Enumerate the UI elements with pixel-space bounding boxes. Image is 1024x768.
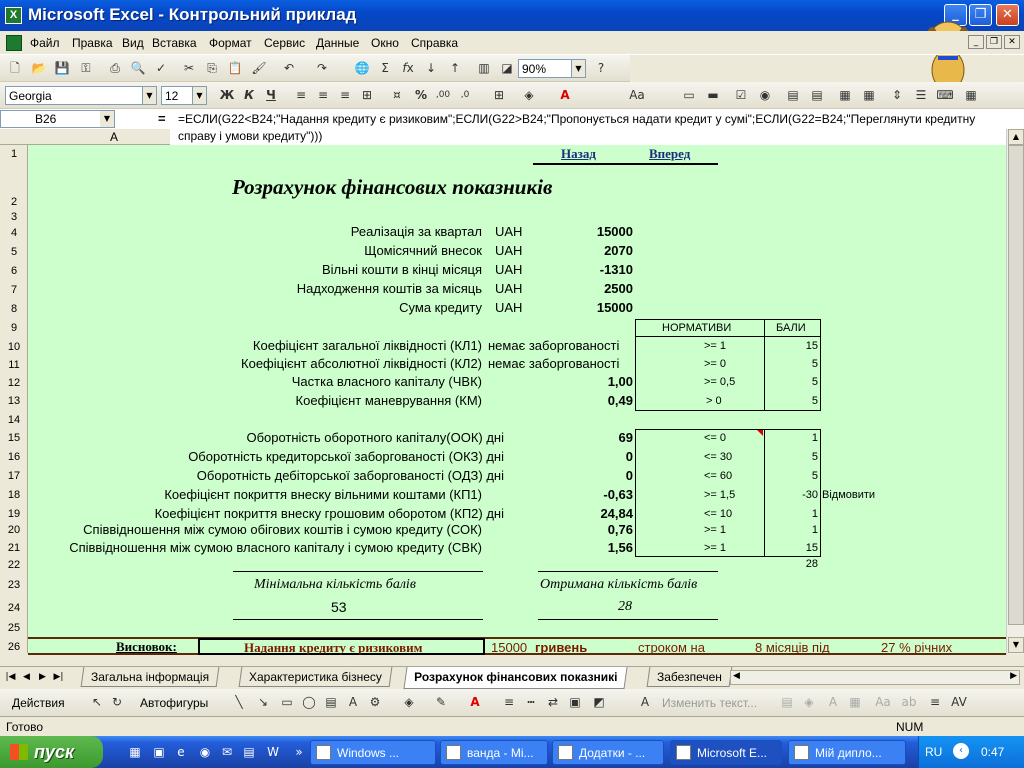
- align-right-icon[interactable]: ≡: [339, 88, 351, 102]
- ratio-value[interactable]: 0,49: [607, 393, 633, 408]
- interest-rate: 27 % річних: [881, 640, 953, 655]
- ratio-norm: >= 0,5: [704, 376, 736, 388]
- decrease-decimal-icon[interactable]: ,0: [460, 90, 470, 100]
- menu-help[interactable]: Справка: [411, 36, 459, 50]
- font-size-value: 12: [165, 89, 179, 103]
- turnover-norm: <= 60: [704, 470, 733, 482]
- oval-icon[interactable]: ◯: [302, 695, 316, 709]
- task-label: Windows ...: [337, 746, 400, 760]
- row-header[interactable]: 17: [7, 470, 21, 482]
- quicklaunch-word-icon[interactable]: W: [267, 745, 279, 759]
- paste-icon[interactable]: 📋: [227, 61, 243, 75]
- menu-insert[interactable]: Вставка: [152, 36, 197, 50]
- last-sheet-icon[interactable]: ▶|: [53, 672, 64, 682]
- window-icon: [316, 745, 331, 760]
- turnover-label: Коефіцієнт покриття внеску грошовим оборотом (КП2) дні: [154, 506, 504, 521]
- worksheet-grid[interactable]: [28, 145, 1006, 653]
- turnover-value[interactable]: 0: [625, 468, 633, 483]
- turnover-points: 1: [811, 432, 818, 444]
- ratio-label: Коефіцієнт загальної ліквідності (КЛ1): [252, 338, 482, 353]
- input-unit: UAH: [495, 300, 523, 315]
- table-divider: [764, 319, 765, 411]
- status-text: Готово: [6, 720, 44, 734]
- table-header-line: [635, 336, 821, 337]
- task-label: ванда - Mi...: [467, 746, 534, 760]
- row-header[interactable]: 25: [7, 622, 21, 634]
- word-doc-icon: [558, 745, 573, 760]
- workbook-icon[interactable]: [6, 35, 22, 51]
- turnover-label: Оборотність кредиторської заборгованості (ОКЗ) дні: [188, 449, 504, 464]
- chart-wizard-icon[interactable]: ▥: [478, 61, 490, 75]
- code-icon[interactable]: ⌨: [936, 88, 954, 102]
- vertical-scrollbar[interactable]: [1006, 129, 1024, 654]
- divider-line: [538, 571, 718, 572]
- doc-close-button[interactable]: ✕: [1004, 35, 1020, 49]
- italic-button[interactable]: К: [244, 88, 254, 102]
- turnover-value[interactable]: 0: [625, 449, 633, 464]
- turnover-label: Співвідношення між сумою власного капіталу і сумою кредиту (СВК): [69, 540, 482, 555]
- divider-line: [538, 619, 718, 620]
- show-more-icon[interactable]: »: [295, 745, 303, 759]
- row-header[interactable]: 8: [10, 303, 18, 315]
- task-dodatky[interactable]: [552, 740, 664, 765]
- windows-logo-icon: [10, 744, 28, 760]
- menu-format[interactable]: Формат: [209, 36, 252, 50]
- input-value[interactable]: 15000: [596, 224, 633, 239]
- arrow-style-icon[interactable]: ⇄: [547, 695, 559, 709]
- prev-sheet-icon[interactable]: ◀: [23, 672, 30, 682]
- clock: 0:47: [981, 745, 1005, 759]
- turnover-points: 5: [811, 451, 818, 463]
- forward-link[interactable]: Вперед: [649, 146, 691, 161]
- align-left-icon[interactable]: ≡: [295, 88, 307, 102]
- page-heading: Розрахунок фінансових показників: [232, 175, 553, 199]
- menu-bar: [0, 31, 1024, 55]
- next-sheet-icon[interactable]: ▶: [39, 672, 46, 682]
- ratio-norm: >= 1: [704, 340, 727, 352]
- text-style-button[interactable]: Аа: [629, 88, 645, 102]
- save-icon[interactable]: 💾: [54, 61, 70, 75]
- decision-note: Відмовити: [822, 489, 876, 501]
- button-control-icon[interactable]: ▬: [707, 88, 719, 102]
- spacing-icon[interactable]: A: [828, 695, 838, 709]
- quicklaunch-desktop-icon[interactable]: ▣: [153, 745, 165, 759]
- menu-edit[interactable]: Правка: [72, 36, 113, 50]
- turnover-norm: >= 1: [704, 524, 727, 536]
- row-header[interactable]: 10: [7, 341, 21, 353]
- dash-style-icon[interactable]: ┅: [527, 695, 535, 709]
- char-spacing-icon[interactable]: AV: [951, 695, 967, 709]
- total-points: 28: [805, 558, 818, 570]
- row-header[interactable]: 24: [7, 602, 21, 614]
- input-unit: UAH: [495, 262, 523, 277]
- turnover-label: Оборотність дебіторської заборгованості (ОДЗ) дні: [196, 468, 504, 483]
- ratio-points: 15: [805, 340, 818, 352]
- divider-line: [233, 571, 483, 572]
- row-header[interactable]: 6: [10, 265, 18, 277]
- bold-button[interactable]: Ж: [219, 88, 235, 102]
- same-height-icon[interactable]: Aa: [875, 695, 891, 709]
- zoom-select[interactable]: [518, 59, 586, 78]
- excel-app-icon[interactable]: X: [5, 7, 22, 24]
- norms-header: НОРМАТИВИ: [662, 322, 732, 334]
- column-header-row: [0, 129, 170, 145]
- turnover-points: 15: [805, 542, 818, 554]
- input-unit: UAH: [495, 281, 523, 296]
- text-box-icon[interactable]: ▭: [683, 88, 695, 102]
- input-value[interactable]: -1310: [599, 262, 633, 277]
- ratio-label: Коефіцієнт маневрування (КМ): [295, 393, 482, 408]
- row-header[interactable]: 2: [10, 196, 18, 208]
- sort-asc-icon[interactable]: ↓: [425, 61, 437, 75]
- row-header[interactable]: 26: [7, 641, 21, 653]
- increase-decimal-icon[interactable]: ,00: [435, 90, 451, 100]
- diagram-icon[interactable]: ⚙: [369, 695, 381, 709]
- ratio-label: Частка власного капіталу (ЧВК): [291, 374, 482, 389]
- edit-text-button[interactable]: Изменить текст...: [662, 696, 758, 710]
- divider-line: [233, 619, 483, 620]
- row-header[interactable]: 16: [7, 451, 21, 463]
- font-color-icon[interactable]: A: [560, 88, 570, 102]
- turnover-points: -30: [802, 489, 818, 501]
- zoom-value: 90%: [522, 62, 547, 76]
- row-header[interactable]: 5: [10, 246, 18, 258]
- line-color-icon[interactable]: ✎: [435, 695, 447, 709]
- column-header-a[interactable]: A: [110, 130, 119, 144]
- word-doc-icon: [794, 745, 809, 760]
- print-icon[interactable]: ⎙: [110, 61, 120, 75]
- textbox-icon[interactable]: ▤: [325, 695, 337, 709]
- turnover-value[interactable]: 24,84: [600, 506, 633, 521]
- scroll-thumb[interactable]: [1008, 145, 1024, 625]
- system-tray: [918, 736, 1024, 768]
- conclusion-result: Надання кредиту є ризиковим: [244, 640, 423, 655]
- row-headers: [0, 145, 28, 653]
- line-icon[interactable]: ╲: [235, 695, 243, 709]
- doc-restore-button[interactable]: ❐: [986, 35, 1002, 49]
- input-label: Надходження коштів за місяць: [296, 281, 482, 296]
- window-title: Microsoft Excel - Контрольний приклад: [28, 5, 357, 24]
- cut-icon[interactable]: ✂: [183, 61, 195, 75]
- turnover-label: Співвідношення між сумою обігових коштів і сумою кредиту (СОК): [83, 522, 482, 537]
- chevron-down-icon[interactable]: ▼: [571, 60, 585, 77]
- row-header[interactable]: 13: [7, 395, 21, 407]
- spinner-control-icon[interactable]: ⇕: [891, 88, 903, 102]
- line-style-icon[interactable]: ≡: [503, 695, 515, 709]
- input-unit: UAH: [495, 243, 523, 258]
- got-points-label: Отримана кількість балів: [540, 577, 698, 592]
- font-select[interactable]: [5, 86, 157, 105]
- scroll-down-icon[interactable]: ▼: [1008, 637, 1024, 653]
- tab-collateral[interactable]: [647, 667, 733, 687]
- cell-reference: B26: [35, 112, 57, 126]
- ratio-norm: > 0: [706, 395, 722, 407]
- turnover-points: 1: [811, 508, 818, 520]
- turnover-norm: <= 0: [704, 432, 727, 444]
- print-preview-icon[interactable]: 🔍: [130, 61, 146, 75]
- shadow-icon[interactable]: ▣: [569, 695, 581, 709]
- shape-icon[interactable]: ◈: [804, 695, 814, 709]
- rotate-icon[interactable]: ↻: [111, 695, 123, 709]
- got-points-value: 28: [618, 599, 632, 614]
- row-header[interactable]: 21: [7, 542, 21, 554]
- chevron-down-icon[interactable]: ▼: [142, 87, 156, 104]
- underline-button[interactable]: Ч: [266, 88, 276, 102]
- input-value[interactable]: 2500: [604, 281, 633, 296]
- task-excel[interactable]: [670, 740, 782, 765]
- language-indicator[interactable]: RU: [925, 745, 943, 759]
- credit-currency: гривень: [535, 640, 588, 655]
- font-size-select[interactable]: [161, 86, 207, 105]
- min-points-value: 53: [331, 599, 347, 615]
- font-value: Georgia: [9, 89, 52, 103]
- align-icon[interactable]: ≡: [929, 695, 941, 709]
- autosum-icon[interactable]: Σ: [381, 61, 389, 75]
- close-button[interactable]: ✕: [996, 4, 1019, 26]
- horizontal-scrollbar[interactable]: [730, 670, 1020, 685]
- chevron-down-icon[interactable]: ▼: [100, 111, 114, 127]
- row-header[interactable]: 4: [10, 227, 18, 239]
- scroll-right-icon[interactable]: ▶: [1010, 671, 1017, 681]
- formula-input[interactable]: =ЕСЛИ(G22<B24;"Надання кредиту є ризиковим";ЕСЛИ(G22>B24;"Пропонується надати кредит у сумі";ЕСЛИ(G22=B24;"Переглянути кредитну справу і умови кредиту"))): [178, 112, 976, 143]
- task-label: Додатки - ...: [579, 746, 646, 760]
- function-icon[interactable]: fx: [402, 61, 414, 75]
- minimize-button[interactable]: _: [944, 4, 967, 26]
- ratio-points: 5: [811, 358, 818, 370]
- word-doc-icon: [446, 745, 461, 760]
- row-header[interactable]: 3: [10, 211, 18, 223]
- undo-icon[interactable]: ↶: [283, 61, 295, 75]
- fill-color-icon[interactable]: ◈: [524, 88, 534, 102]
- actions-menu[interactable]: Действия: [12, 696, 65, 710]
- tab-label: Забезпечен: [657, 670, 722, 684]
- format-icon[interactable]: ▤: [781, 695, 793, 709]
- 3d-icon[interactable]: ◩: [593, 695, 605, 709]
- conclusion-row: [28, 637, 1006, 655]
- task-vanda[interactable]: [440, 740, 548, 765]
- hyperlink-icon[interactable]: 🌐: [354, 61, 370, 75]
- status-bar: [0, 716, 1024, 736]
- combo-box-icon[interactable]: ▤: [811, 88, 823, 102]
- points-header: БАЛИ: [776, 322, 806, 334]
- equals-sign: =: [158, 111, 166, 126]
- tab-label: Розрахунок фінансових показникі: [414, 670, 618, 684]
- quicklaunch-excel-icon[interactable]: ▦: [129, 745, 141, 759]
- row-header[interactable]: 19: [7, 508, 21, 520]
- input-label: Сума кредиту: [399, 300, 482, 315]
- row-header[interactable]: 12: [7, 377, 21, 389]
- row-header[interactable]: 18: [7, 489, 21, 501]
- task-windows[interactable]: [310, 740, 436, 765]
- row-header[interactable]: 15: [7, 432, 21, 444]
- grid-icon[interactable]: ▦: [965, 88, 977, 102]
- input-label: Вільні кошти в кінці місяця: [322, 262, 482, 277]
- formatting-toolbar: [0, 82, 1024, 109]
- tab-financial[interactable]: [403, 667, 627, 689]
- task-label: Microsoft E...: [697, 746, 768, 760]
- turnover-norm: >= 1,5: [704, 489, 736, 501]
- input-label: Реалізація за квартал: [350, 224, 482, 239]
- help-icon[interactable]: ?: [597, 61, 605, 75]
- term-months: 8 місяців під: [755, 640, 830, 655]
- grid-icon[interactable]: ▦: [863, 88, 875, 102]
- fill-color-icon[interactable]: ◈: [404, 695, 414, 709]
- turnover-points: 5: [811, 470, 818, 482]
- start-label: пуск: [34, 742, 75, 762]
- drawing-icon[interactable]: ◪: [501, 61, 513, 75]
- ratio-norm: >= 0: [704, 358, 727, 370]
- taskbar: [0, 736, 1024, 768]
- min-points-label: Мінімальна кількість балів: [254, 577, 416, 592]
- turnover-norm: >= 1: [704, 542, 727, 554]
- borders-icon[interactable]: ⊞: [493, 88, 505, 102]
- currency-icon[interactable]: ¤: [393, 88, 401, 102]
- chevron-down-icon[interactable]: ▼: [192, 87, 206, 104]
- turnover-points: 1: [811, 524, 818, 536]
- merge-center-icon[interactable]: ⊞: [361, 88, 373, 102]
- text-vertical-icon[interactable]: ab: [901, 695, 917, 709]
- row-header[interactable]: 11: [8, 359, 20, 371]
- turnover-label: Оборотність оборотного капіталу(ООК) дні: [246, 430, 504, 445]
- permission-icon[interactable]: ⚿: [81, 61, 91, 75]
- turnover-label: Коефіцієнт покриття внеску вільними коштами (КП1): [164, 487, 482, 502]
- quicklaunch-ppt-icon[interactable]: ▤: [243, 745, 255, 759]
- sort-desc-icon[interactable]: ↑: [449, 61, 461, 75]
- title-bar: [0, 0, 1024, 31]
- term-label: строком на: [638, 640, 705, 655]
- name-box[interactable]: [0, 110, 115, 128]
- sheet-tabs-bar: [0, 666, 1024, 688]
- tab-label: Загальна інформація: [91, 670, 210, 684]
- ratio-value[interactable]: 1,00: [607, 374, 633, 389]
- ratio-value[interactable]: немає заборгованості: [488, 338, 620, 353]
- input-label: Щомісячний внесок: [364, 243, 482, 258]
- menu-view[interactable]: Вид: [122, 36, 144, 50]
- turnover-value[interactable]: 0,76: [607, 522, 633, 537]
- redo-icon[interactable]: ↷: [316, 61, 328, 75]
- quicklaunch-media-icon[interactable]: ◉: [199, 745, 211, 759]
- first-sheet-icon[interactable]: |◀: [5, 672, 16, 682]
- quicklaunch-ie-icon[interactable]: e: [177, 745, 185, 759]
- copy-icon[interactable]: ⎘: [207, 61, 217, 75]
- format-painter-icon[interactable]: 🖌: [251, 61, 267, 75]
- menu-tools[interactable]: Сервис: [264, 36, 306, 50]
- input-value[interactable]: 15000: [596, 300, 633, 315]
- drawing-toolbar: [0, 689, 1024, 716]
- tray-expand-icon[interactable]: ‹: [953, 743, 969, 759]
- selected-cell-b26[interactable]: [198, 638, 485, 655]
- select-pointer-icon[interactable]: ↖: [91, 695, 103, 709]
- quicklaunch-outlook-icon[interactable]: ✉: [221, 745, 233, 759]
- turnover-value[interactable]: 69: [618, 430, 633, 445]
- back-link[interactable]: Назад: [561, 146, 596, 161]
- ratio-points: 5: [811, 395, 818, 407]
- row-header[interactable]: 14: [7, 414, 21, 426]
- restore-button[interactable]: ❐: [969, 4, 992, 26]
- tab-business[interactable]: [239, 667, 393, 687]
- checkbox-control-icon[interactable]: ☑: [735, 88, 747, 102]
- properties-icon[interactable]: ☰: [915, 88, 927, 102]
- open-icon[interactable]: 📂: [31, 61, 47, 75]
- comment-indicator-icon[interactable]: [757, 430, 763, 436]
- align-center-icon[interactable]: ≡: [317, 88, 329, 102]
- row-header[interactable]: 23: [7, 579, 21, 591]
- scroll-up-icon[interactable]: ▲: [1008, 129, 1024, 145]
- credit-amount: 15000: [491, 640, 528, 655]
- radio-control-icon[interactable]: ◉: [759, 88, 771, 102]
- ratio-label: Коефіцієнт абсолютної ліквідності (КЛ2): [241, 356, 482, 371]
- row-header[interactable]: 20: [7, 524, 21, 536]
- turnover-value[interactable]: 1,56: [607, 540, 633, 555]
- new-icon[interactable]: 🗋: [10, 61, 20, 75]
- input-value[interactable]: 2070: [604, 243, 633, 258]
- autoshapes-menu[interactable]: Автофигуры: [140, 696, 209, 710]
- turnover-value[interactable]: -0,63: [603, 487, 633, 502]
- task-label: Мій дипло...: [815, 746, 882, 760]
- menu-data[interactable]: Данные: [316, 36, 360, 50]
- task-diploma[interactable]: [788, 740, 906, 765]
- num-lock-indicator: NUM: [896, 720, 924, 734]
- percent-button[interactable]: %: [414, 88, 428, 102]
- vertical-text-icon[interactable]: ▦: [849, 695, 861, 709]
- excel-doc-icon: [676, 745, 691, 760]
- wordart-icon[interactable]: A: [348, 695, 358, 709]
- arrow-icon[interactable]: ↘: [257, 695, 269, 709]
- rectangle-icon[interactable]: ▭: [281, 695, 293, 709]
- menu-window[interactable]: Окно: [371, 36, 399, 50]
- spelling-icon[interactable]: ✓: [155, 61, 167, 75]
- start-button[interactable]: [0, 736, 103, 768]
- ratio-value[interactable]: немає заборгованості: [488, 356, 620, 371]
- row-header[interactable]: 1: [10, 148, 18, 160]
- tab-label: Характеристика бізнесу: [249, 670, 382, 684]
- ratio-points: 5: [811, 376, 818, 388]
- nav-underline: [533, 163, 718, 165]
- conclusion-label: Висновок:: [116, 639, 177, 654]
- row-header[interactable]: 9: [10, 322, 18, 334]
- turnover-norm: <= 10: [704, 508, 733, 520]
- table-divider: [764, 429, 765, 557]
- grid-icon[interactable]: ▦: [839, 88, 851, 102]
- standard-toolbar: [0, 55, 630, 82]
- row-header[interactable]: 22: [7, 559, 21, 571]
- wordart-icon[interactable]: A: [640, 695, 650, 709]
- tab-general-info[interactable]: [81, 667, 220, 687]
- list-box-icon[interactable]: ▤: [787, 88, 799, 102]
- turnover-norm: <= 30: [704, 451, 733, 463]
- doc-minimize-button[interactable]: _: [968, 35, 984, 49]
- menu-file[interactable]: Файл: [30, 36, 60, 50]
- row-header[interactable]: 7: [10, 284, 18, 296]
- input-unit: UAH: [495, 224, 523, 239]
- scroll-left-icon[interactable]: ◀: [733, 671, 740, 681]
- font-color-icon[interactable]: A: [470, 695, 480, 709]
